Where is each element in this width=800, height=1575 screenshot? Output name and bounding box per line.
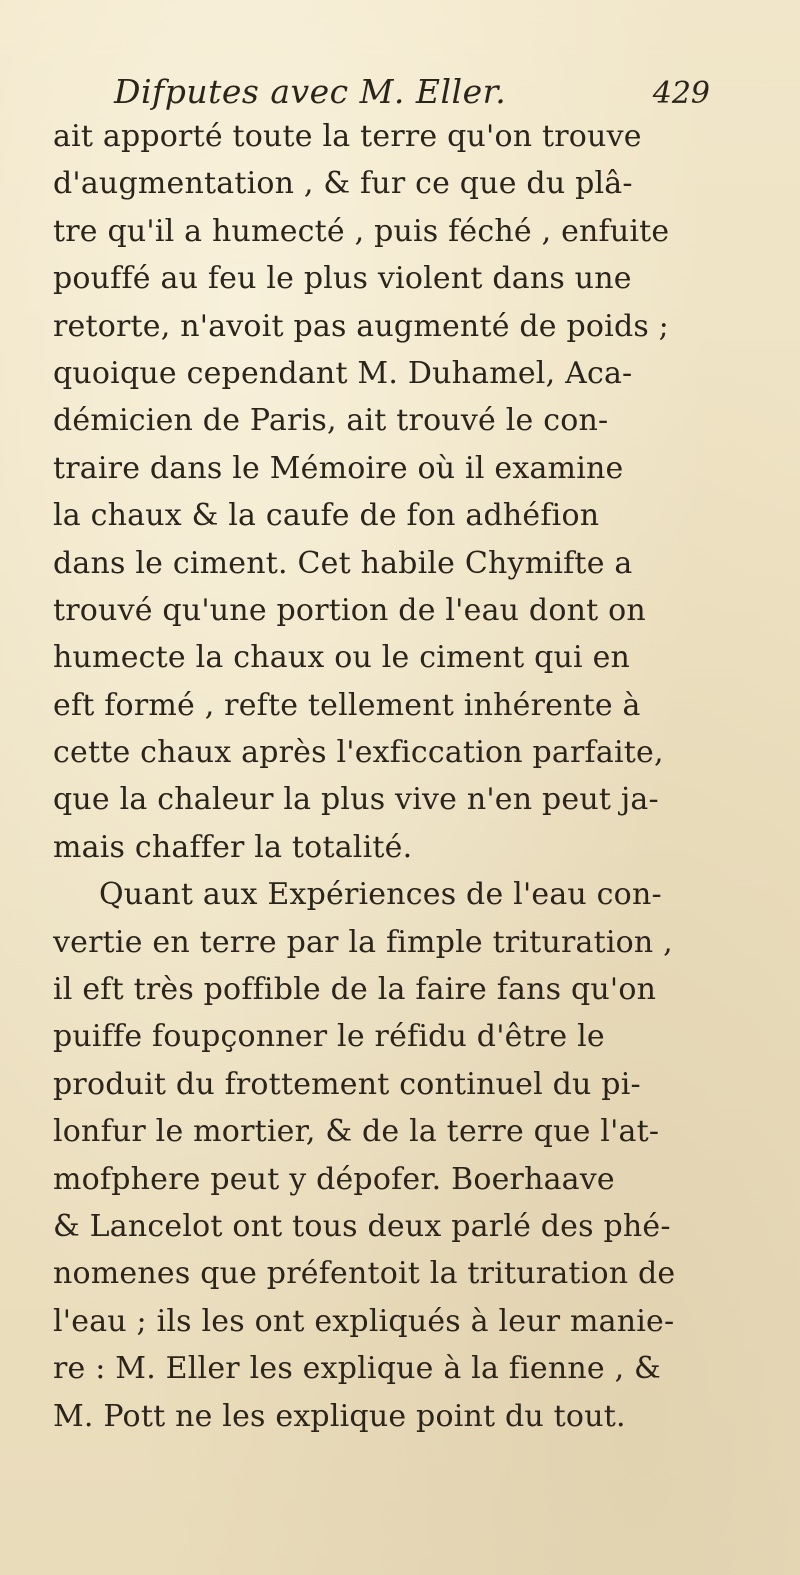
text-line: tre qu'il a humecté , puis féché , enfuite	[53, 213, 670, 249]
text-line: M. Pott ne les explique point du tout.	[53, 1398, 626, 1434]
paragraph-start-line: Quant aux Expériences de l'eau con-	[99, 877, 662, 913]
text-line: démicien de Paris, ait trouvé le con-	[53, 403, 609, 439]
text-line: re : M. Eller les explique à la fienne , &	[53, 1351, 661, 1387]
text-line: d'augmentation , & fur ce que du plâ-	[53, 166, 633, 202]
text-line: quoique cependant M. Duhamel, Aca-	[53, 355, 633, 391]
text-line: lonfur le mortier, & de la terre que l'at-	[53, 1114, 660, 1150]
text-line: que la chaleur la plus vive n'en peut ja-	[53, 782, 659, 818]
text-line: retorte, n'avoit pas augmenté de poids ;	[53, 308, 669, 344]
text-line: vertie en terre par la fimple trituration ,	[53, 924, 673, 960]
page-number: 429	[652, 76, 710, 111]
text-line: l'eau ; ils les ont expliqués à leur manie-	[53, 1303, 675, 1339]
text-line: la chaux & la caufe de fon adhéfion	[53, 498, 600, 534]
running-head: Difputes avec M. Eller.	[114, 72, 507, 111]
text-line: eft formé , refte tellement inhérente à	[53, 687, 641, 723]
text-line: trouvé qu'une portion de l'eau dont on	[53, 592, 646, 628]
text-line: mais chaffer la totalité.	[53, 829, 413, 865]
text-line: produit du frottement continuel du pi-	[53, 1066, 641, 1102]
text-line: pouffé au feu le plus violent dans une	[53, 261, 632, 297]
text-line: cette chaux après l'exficcation parfaite,	[53, 735, 664, 771]
text-line: mofphere peut y dépofer. Boerhaave	[53, 1161, 615, 1197]
text-line: il eft très poffible de la faire fans qu'on	[53, 972, 657, 1008]
text-line: humecte la chaux ou le ciment qui en	[53, 640, 631, 676]
text-line: dans le ciment. Cet habile Chymifte a	[53, 545, 633, 581]
text-line: ait apporté toute la terre qu'on trouve	[53, 119, 642, 154]
body-text	[53, 113, 748, 1440]
text-line: nomenes que préfentoit la trituration de	[53, 1256, 676, 1292]
text-line: & Lancelot ont tous deux parlé des phé-	[53, 1208, 671, 1244]
text-line: traire dans le Mémoire où il examine	[53, 450, 624, 486]
text-line: puiffe foupçonner le réfidu d'être le	[53, 1019, 605, 1055]
